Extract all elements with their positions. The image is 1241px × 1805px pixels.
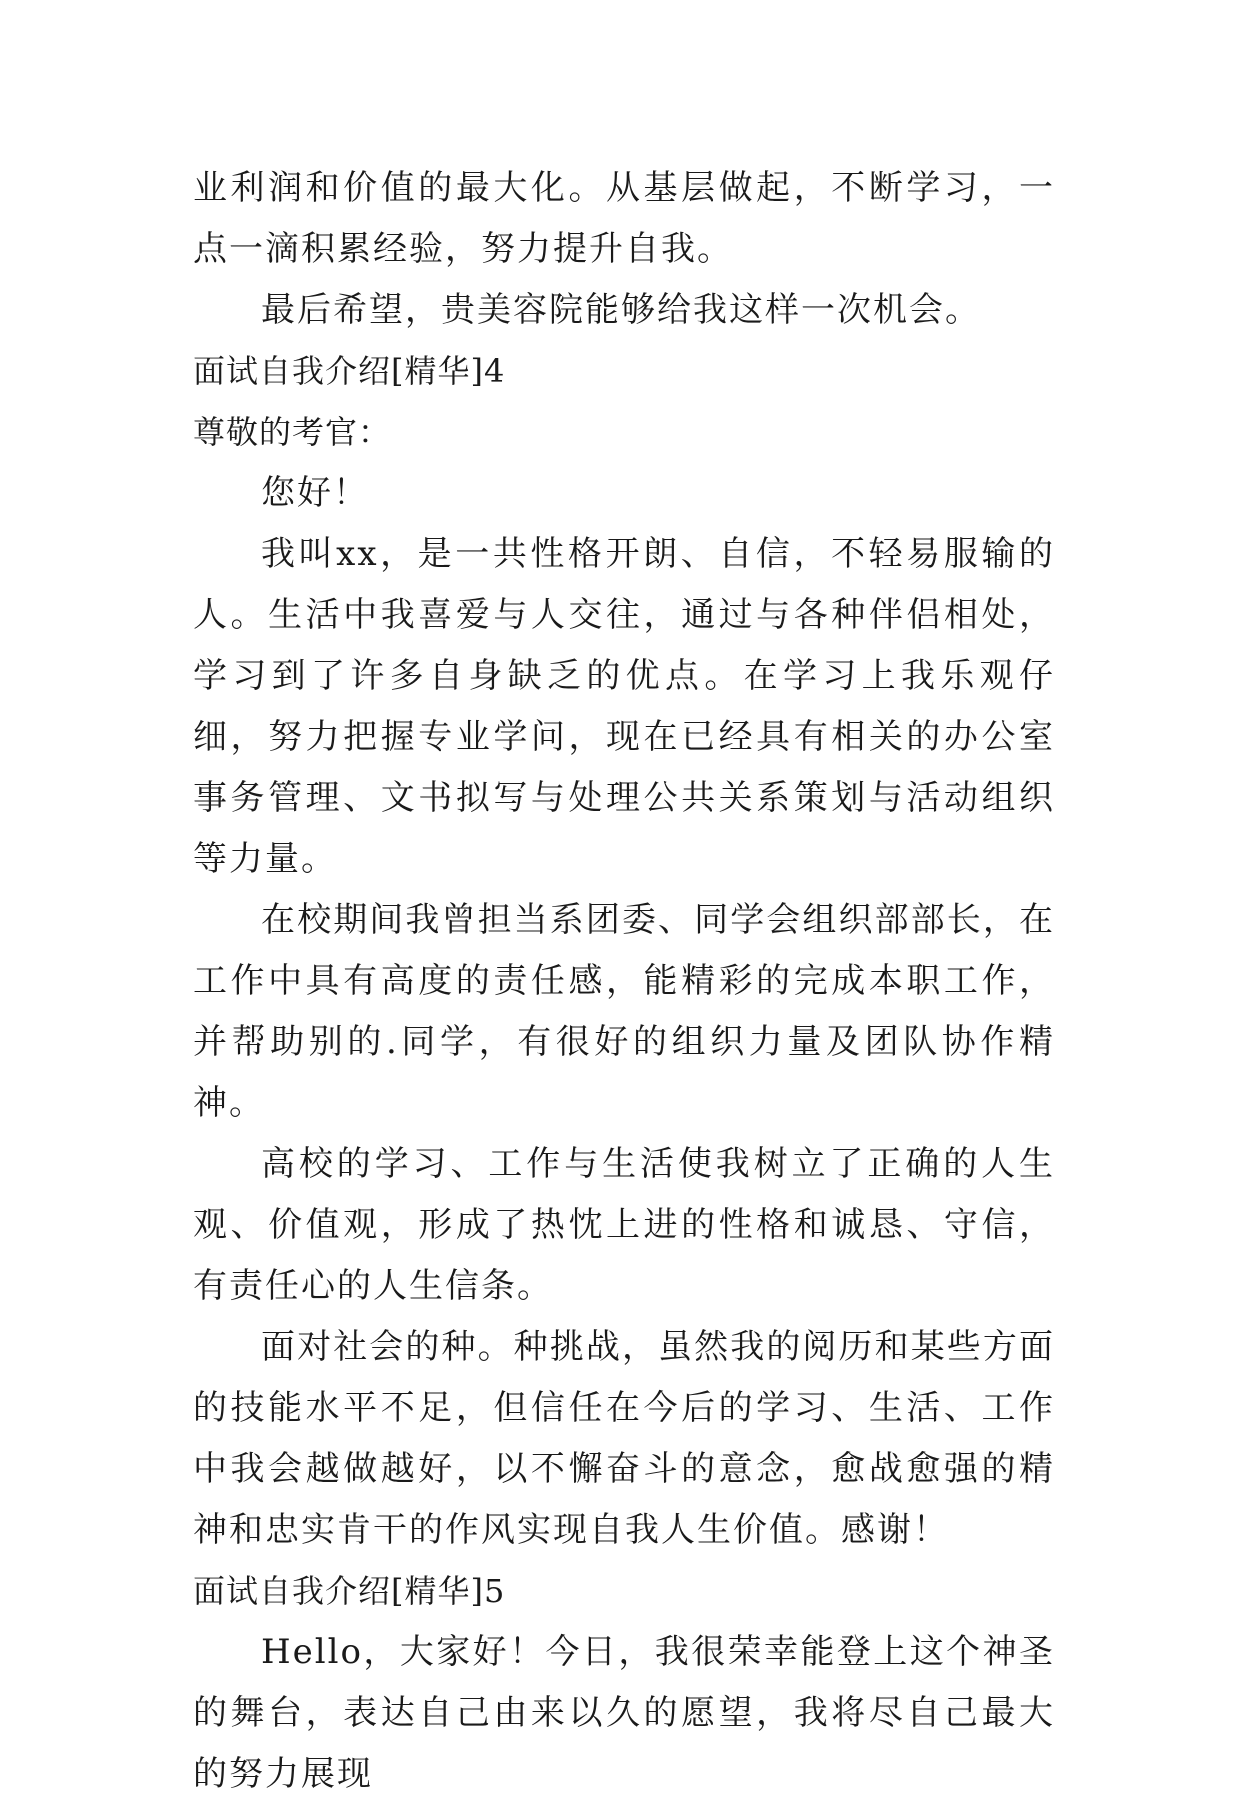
section-heading: 面试自我介绍[精华]5 [193, 1572, 506, 1610]
paragraph: Hello，大家好！今日，我很荣幸能登上这个神圣的舞台，表达自己由来以久的愿望，我将尽自己最大的努力展现 [193, 1632, 1055, 1794]
paragraph: 在校期间我曾担当系团委、同学会组织部部长，在工作中具有高度的责任感，能精彩的完成本职工作，并帮助别的.同学，有很好的组织力量及团队协作精神。 [193, 900, 1055, 1123]
document-body [193, 158, 1055, 1805]
paragraph: 面对社会的种。种挑战，虽然我的阅历和某些方面的技能水平不足，但信任在今后的学习、生活、工作中我会越做越好，以不懈奋斗的意念，愈战愈强的精神和忠实肯干的作风实现自我人生价值。感谢！ [193, 1327, 1055, 1550]
section-heading: 面试自我介绍[精华]4 [193, 352, 506, 390]
paragraph: 业利润和价值的最大化。从基层做起，不断学习，一点一滴积累经验，努力提升自我。 [193, 168, 1055, 269]
paragraph: 我叫xx，是一共性格开朗、自信，不轻易服输的人。生活中我喜爱与人交往，通过与各种伴侣相处，学习到了许多自身缺乏的优点。在学习上我乐观仔细，努力把握专业学问，现在已经具有相关的办公室事务管理、文书拟写与处理公共关系策划与活动组织等力量。 [193, 534, 1055, 879]
paragraph: 高校的学习、工作与生活使我树立了正确的人生观、价值观，形成了热忱上进的性格和诚恳、守信，有责任心的人生信条。 [193, 1144, 1055, 1306]
paragraph: 最后希望，贵美容院能够给我这样一次机会。 [261, 290, 981, 330]
salutation: 尊敬的考官： [193, 413, 392, 451]
greeting: 您好！ [261, 473, 369, 513]
